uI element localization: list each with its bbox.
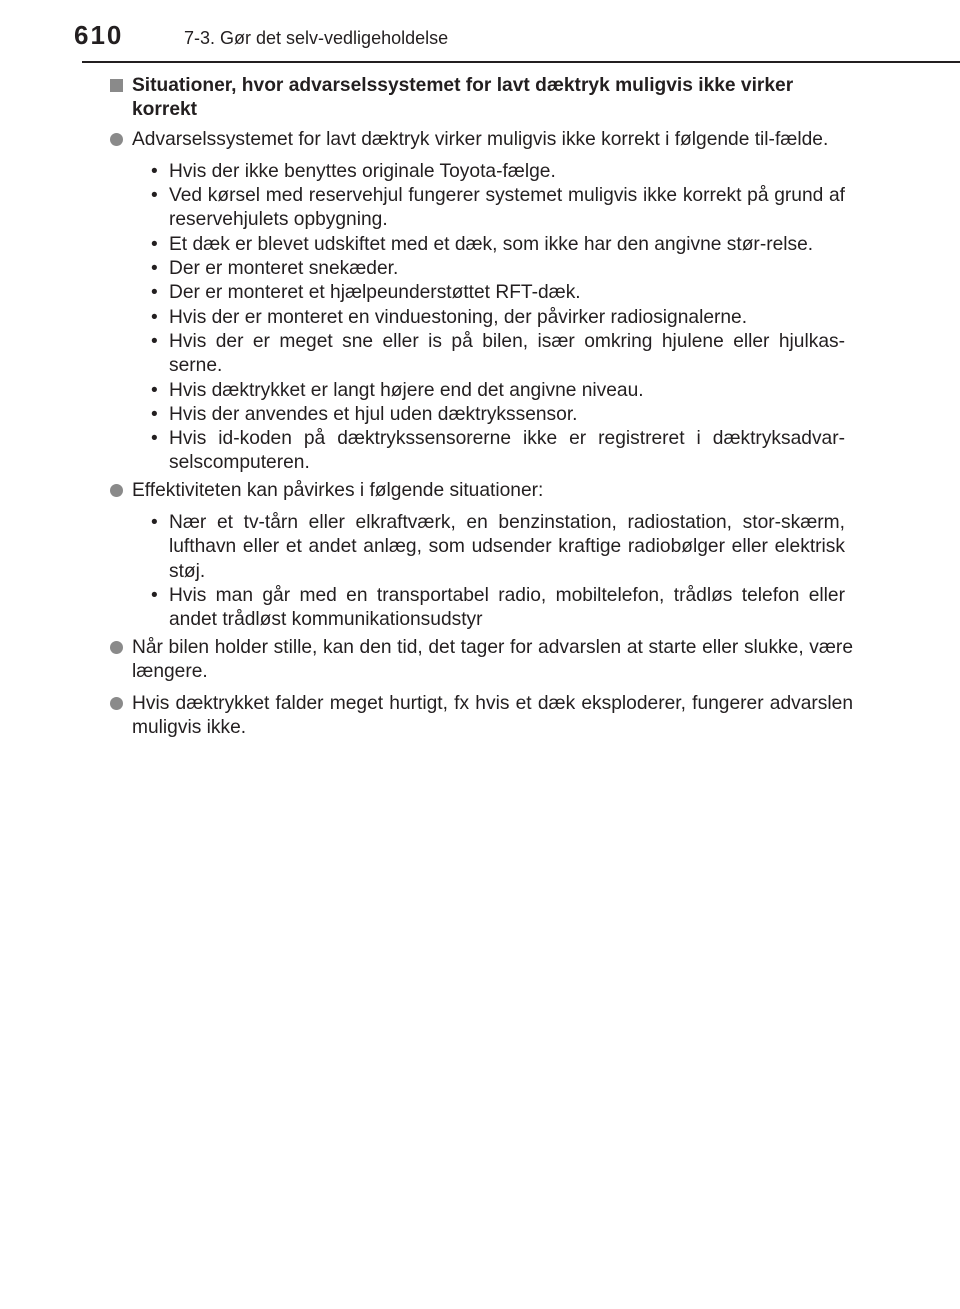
list-item: • Et dæk er blevet udskiftet med et dæk, som ikke har den angivne stør-relse. bbox=[108, 233, 853, 257]
bullet-icon: • bbox=[151, 584, 158, 606]
bullet-icon: • bbox=[151, 403, 158, 425]
bullet-icon: • bbox=[151, 428, 158, 450]
page-number: 610 bbox=[74, 20, 124, 50]
square-bullet-icon bbox=[110, 79, 123, 92]
bullet-icon: • bbox=[151, 330, 158, 352]
paragraph-text: Når bilen holder stille, kan den tid, det tager for advarslen at starte eller slukke, være længere. bbox=[132, 636, 853, 682]
circle-bullet-icon bbox=[110, 133, 123, 146]
bullet-icon: • bbox=[151, 185, 158, 207]
list-item: • Hvis der er monteret en vinduestoning, der påvirker radiosignalerne. bbox=[108, 306, 853, 330]
sub-list-1 bbox=[108, 160, 853, 476]
paragraph-4 bbox=[108, 692, 853, 741]
bullet-icon: • bbox=[151, 233, 158, 255]
page-header bbox=[0, 0, 960, 62]
list-item: • Der er monteret snekæder. bbox=[108, 257, 853, 281]
list-item: • Hvis dæktrykket er langt højere end det angivne niveau. bbox=[108, 379, 853, 403]
bullet-icon: • bbox=[151, 258, 158, 280]
circle-bullet-icon bbox=[110, 697, 123, 710]
bullet-icon: • bbox=[151, 379, 158, 401]
list-item: • Hvis man går med en transportabel radio, mobiltelefon, trådløs telefon eller andet trådløst kommunikationsudstyr bbox=[151, 584, 845, 631]
sub-list-2 bbox=[108, 511, 853, 632]
paragraph-text: Effektiviteten kan påvirkes i følgende situationer: bbox=[132, 479, 544, 501]
paragraph-text: Hvis dæktrykket falder meget hurtigt, fx hvis et dæk eksploderer, fungerer advarslen muligvis ikke. bbox=[132, 693, 853, 739]
paragraph-2 bbox=[108, 479, 853, 503]
bullet-icon: • bbox=[151, 160, 158, 182]
section-heading-text: Situationer, hvor advarselssystemet for lavt dæktryk muligvis ikke virker korrekt bbox=[132, 75, 794, 121]
paragraph-text: Advarselssystemet for lavt dæktryk virker muligvis ikke korrekt i følgende til-fælde. bbox=[132, 128, 829, 150]
paragraph-3 bbox=[108, 636, 853, 685]
bullet-icon: • bbox=[151, 512, 158, 534]
circle-bullet-icon bbox=[110, 641, 123, 654]
list-item: • Ved kørsel med reservehjul fungerer systemet muligvis ikke korrekt på grund af reservehjulets opbygning. bbox=[151, 185, 845, 231]
list-item: • Nær et tv-tårn eller elkraftværk, en benzinstation, radiostation, stor-skærm, lufthavn eller et andet anlæg, som udsender kraftige radiobølger eller elektrisk støj. bbox=[151, 512, 845, 582]
list-item: • Hvis der er meget sne eller is på bilen, især omkring hjulene eller hjulkas-serne. bbox=[151, 330, 845, 377]
page-content bbox=[108, 74, 853, 749]
bullet-icon: • bbox=[151, 282, 158, 304]
list-item: • Der er monteret et hjælpeunderstøttet RFT-dæk. bbox=[108, 281, 853, 305]
list-item: • Hvis der ikke benyttes originale Toyota-fælge. bbox=[108, 160, 853, 184]
list-item: • Hvis der anvendes et hjul uden dæktrykssensor. bbox=[108, 403, 853, 427]
circle-bullet-icon bbox=[110, 484, 123, 497]
bullet-icon: • bbox=[151, 306, 158, 328]
list-item: • Hvis id-koden på dæktrykssensorerne ikke er registreret i dæktryksadvar-selscomputeren. bbox=[151, 428, 845, 474]
paragraph-1 bbox=[108, 128, 853, 152]
section-title: 7-3. Gør det selv-vedligeholdelse bbox=[184, 28, 449, 48]
header-rule bbox=[82, 61, 960, 63]
section-heading bbox=[108, 74, 853, 123]
